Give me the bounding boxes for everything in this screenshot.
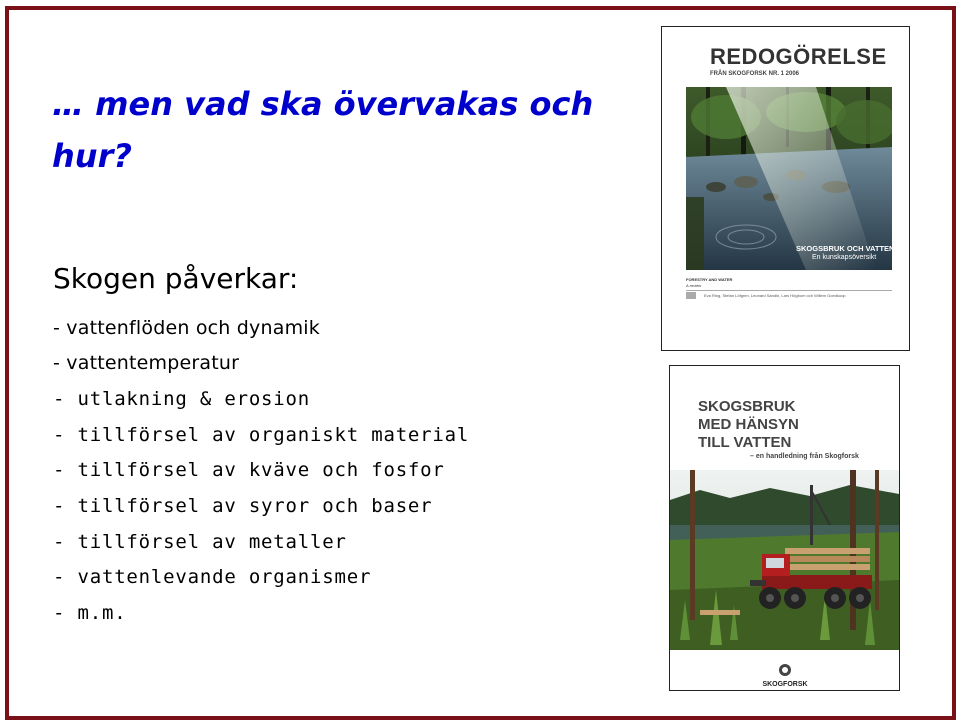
list-item: - tillförsel av organiskt material [53, 424, 470, 446]
book-cover-handledning [669, 365, 900, 691]
list-item: - m.m. [53, 602, 127, 624]
forwarder-photo [670, 470, 899, 650]
cover-title [698, 398, 799, 452]
cover-subtitle: – en handledning från Skogforsk [750, 453, 859, 460]
cover-series-title: REDOGÖRELSE [710, 44, 887, 69]
list-item: - tillförsel av syror och baser [53, 495, 433, 517]
list-item: - tillförsel av kväve och fosfor [53, 459, 445, 481]
stream-photo [686, 87, 895, 270]
cover-photo-title: SKOGSBRUK OCH VATTEN [796, 244, 895, 253]
list-item: - vattenflöden och dynamik [53, 317, 320, 339]
list-item: - utlakning & erosion [53, 388, 311, 410]
book-cover-redogorelse [661, 26, 910, 351]
cover-english-title: FORESTRY AND WATER [686, 277, 733, 282]
cover-title-line: TILL VATTEN [698, 434, 792, 451]
cover-title-line: SKOGSBRUK [698, 398, 796, 415]
logo-icon [778, 663, 792, 677]
list-item: - tillförsel av metaller [53, 531, 347, 553]
slide-title: … men vad ska övervakas och hur? [52, 85, 594, 175]
list-item: - vattentemperatur [53, 352, 240, 374]
subheading: Skogen påverkar: [53, 262, 299, 295]
list-item: - vattenlevande organismer [53, 566, 372, 588]
cover-divider [686, 290, 892, 291]
logo-text: SKOGFORSK [762, 681, 808, 688]
cover-series-sub: FRÅN SKOGFORSK NR. 1 2006 [710, 71, 800, 77]
cover-marker [686, 292, 696, 299]
cover-authors: Eva Ring, Stefan Löfgren, Leonard Sandin, Lars Högbom och Willem Goedkoop [704, 293, 846, 298]
cover-english-sub: A review [686, 283, 702, 288]
cover-photo-subtitle: En kunskapsöversikt [812, 254, 877, 261]
skogforsk-logo [754, 662, 816, 688]
cover-title-line: MED HÄNSYN [698, 416, 799, 433]
